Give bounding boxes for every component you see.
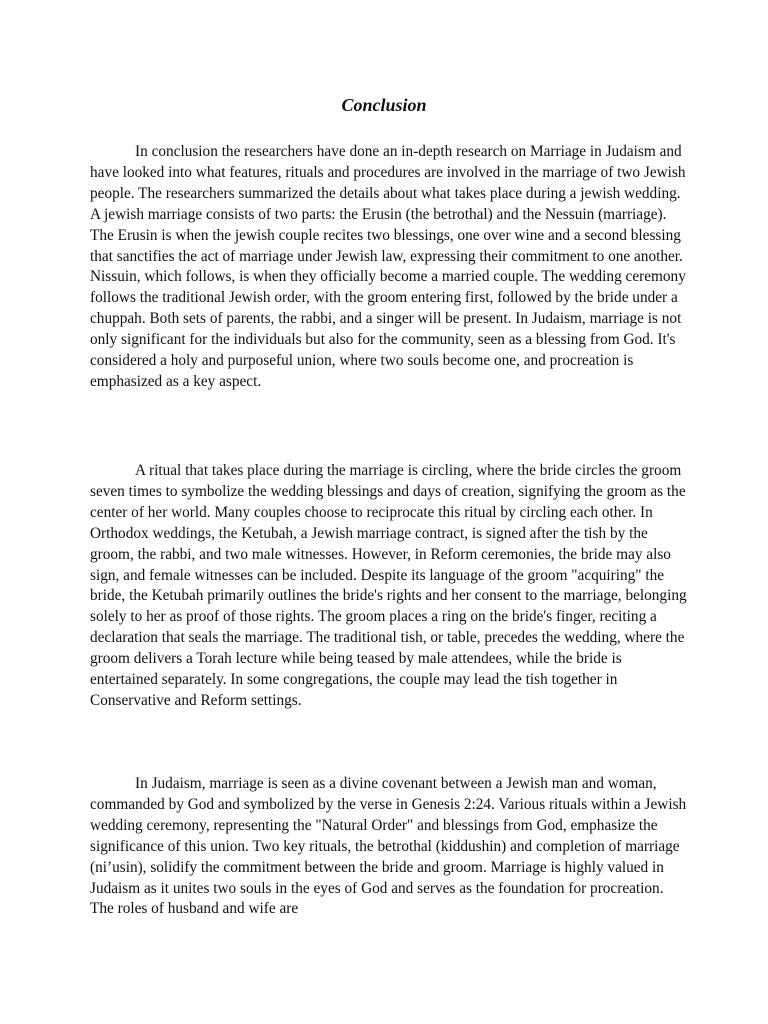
paragraph-3: In Judaism, marriage is seen as a divine covenant between a Jewish man and woman, commanded by God and symbolized by the verse in Genesis 2:24. Various rituals within a Jewish wedding ceremony, representing the "Natural Order" and blessings from God, emphasize the significance of this union. Two key rituals, the betrothal (kiddushin) and completion of marriage (ni’usin), solidify the commitment between the bride and groom. Marriage is highly valued in Judaism as it unites two souls in the eyes of God and serves as the foundation for procreation. The roles of husband and wife are [90, 775, 687, 918]
page-title: Conclusion [341, 95, 427, 115]
paragraph-1: In conclusion the researchers have done an in-depth research on Marriage in Judaism and have looked into what features, rituals and procedures are involved in the marriage of two Jewish people. The researchers summarized the details about what takes place during a jewish wedding. A jewish marriage consists of two parts: the Erusin (the betrothal) and the Nessuin (marriage). The Erusin is when the jewish couple recites two blessings, one over wine and a second blessing that sanctifies the act of marriage under Jewish law, expressing their commitment to one another. Nissuin, which follows, is when they officially become a married couple. The wedding ceremony follows the traditional Jewish order, with the groom entering first, followed by the bride under a chuppah. Both sets of parents, the rabbi, and a singer will be present. In Judaism, marriage is not only significant for the individuals but also for the community, seen as a blessing from God. It's considered a holy and purposeful union, where two souls become one, and procreation is emphasized as a key aspect. [90, 143, 686, 390]
paragraph-2: A ritual that takes place during the marriage is circling, where the bride circles the groom seven times to symbolize the wedding blessings and days of creation, signifying the groom as the center of her world. Many couples choose to reciprocate this ritual by circling each other. In Orthodox weddings, the Ketubah, a Jewish marriage contract, is signed after the tish by the groom, the rabbi, and two male witnesses. However, in Reform ceremonies, the bride may also sign, and female witnesses can be included. Despite its language of the groom "acquiring" the bride, the Ketubah primarily outlines the bride's rights and her consent to the marriage, belonging solely to her as proof of those rights. The groom places a ring on the bride's finger, reciting a declaration that seals the marriage. The traditional tish, or table, precedes the wedding, where the groom delivers a Torah lecture while being teased by male attendees, while the bride is entertained separately. In some congregations, the couple may lead the tish together in Conservative and Reform settings. [90, 462, 687, 709]
